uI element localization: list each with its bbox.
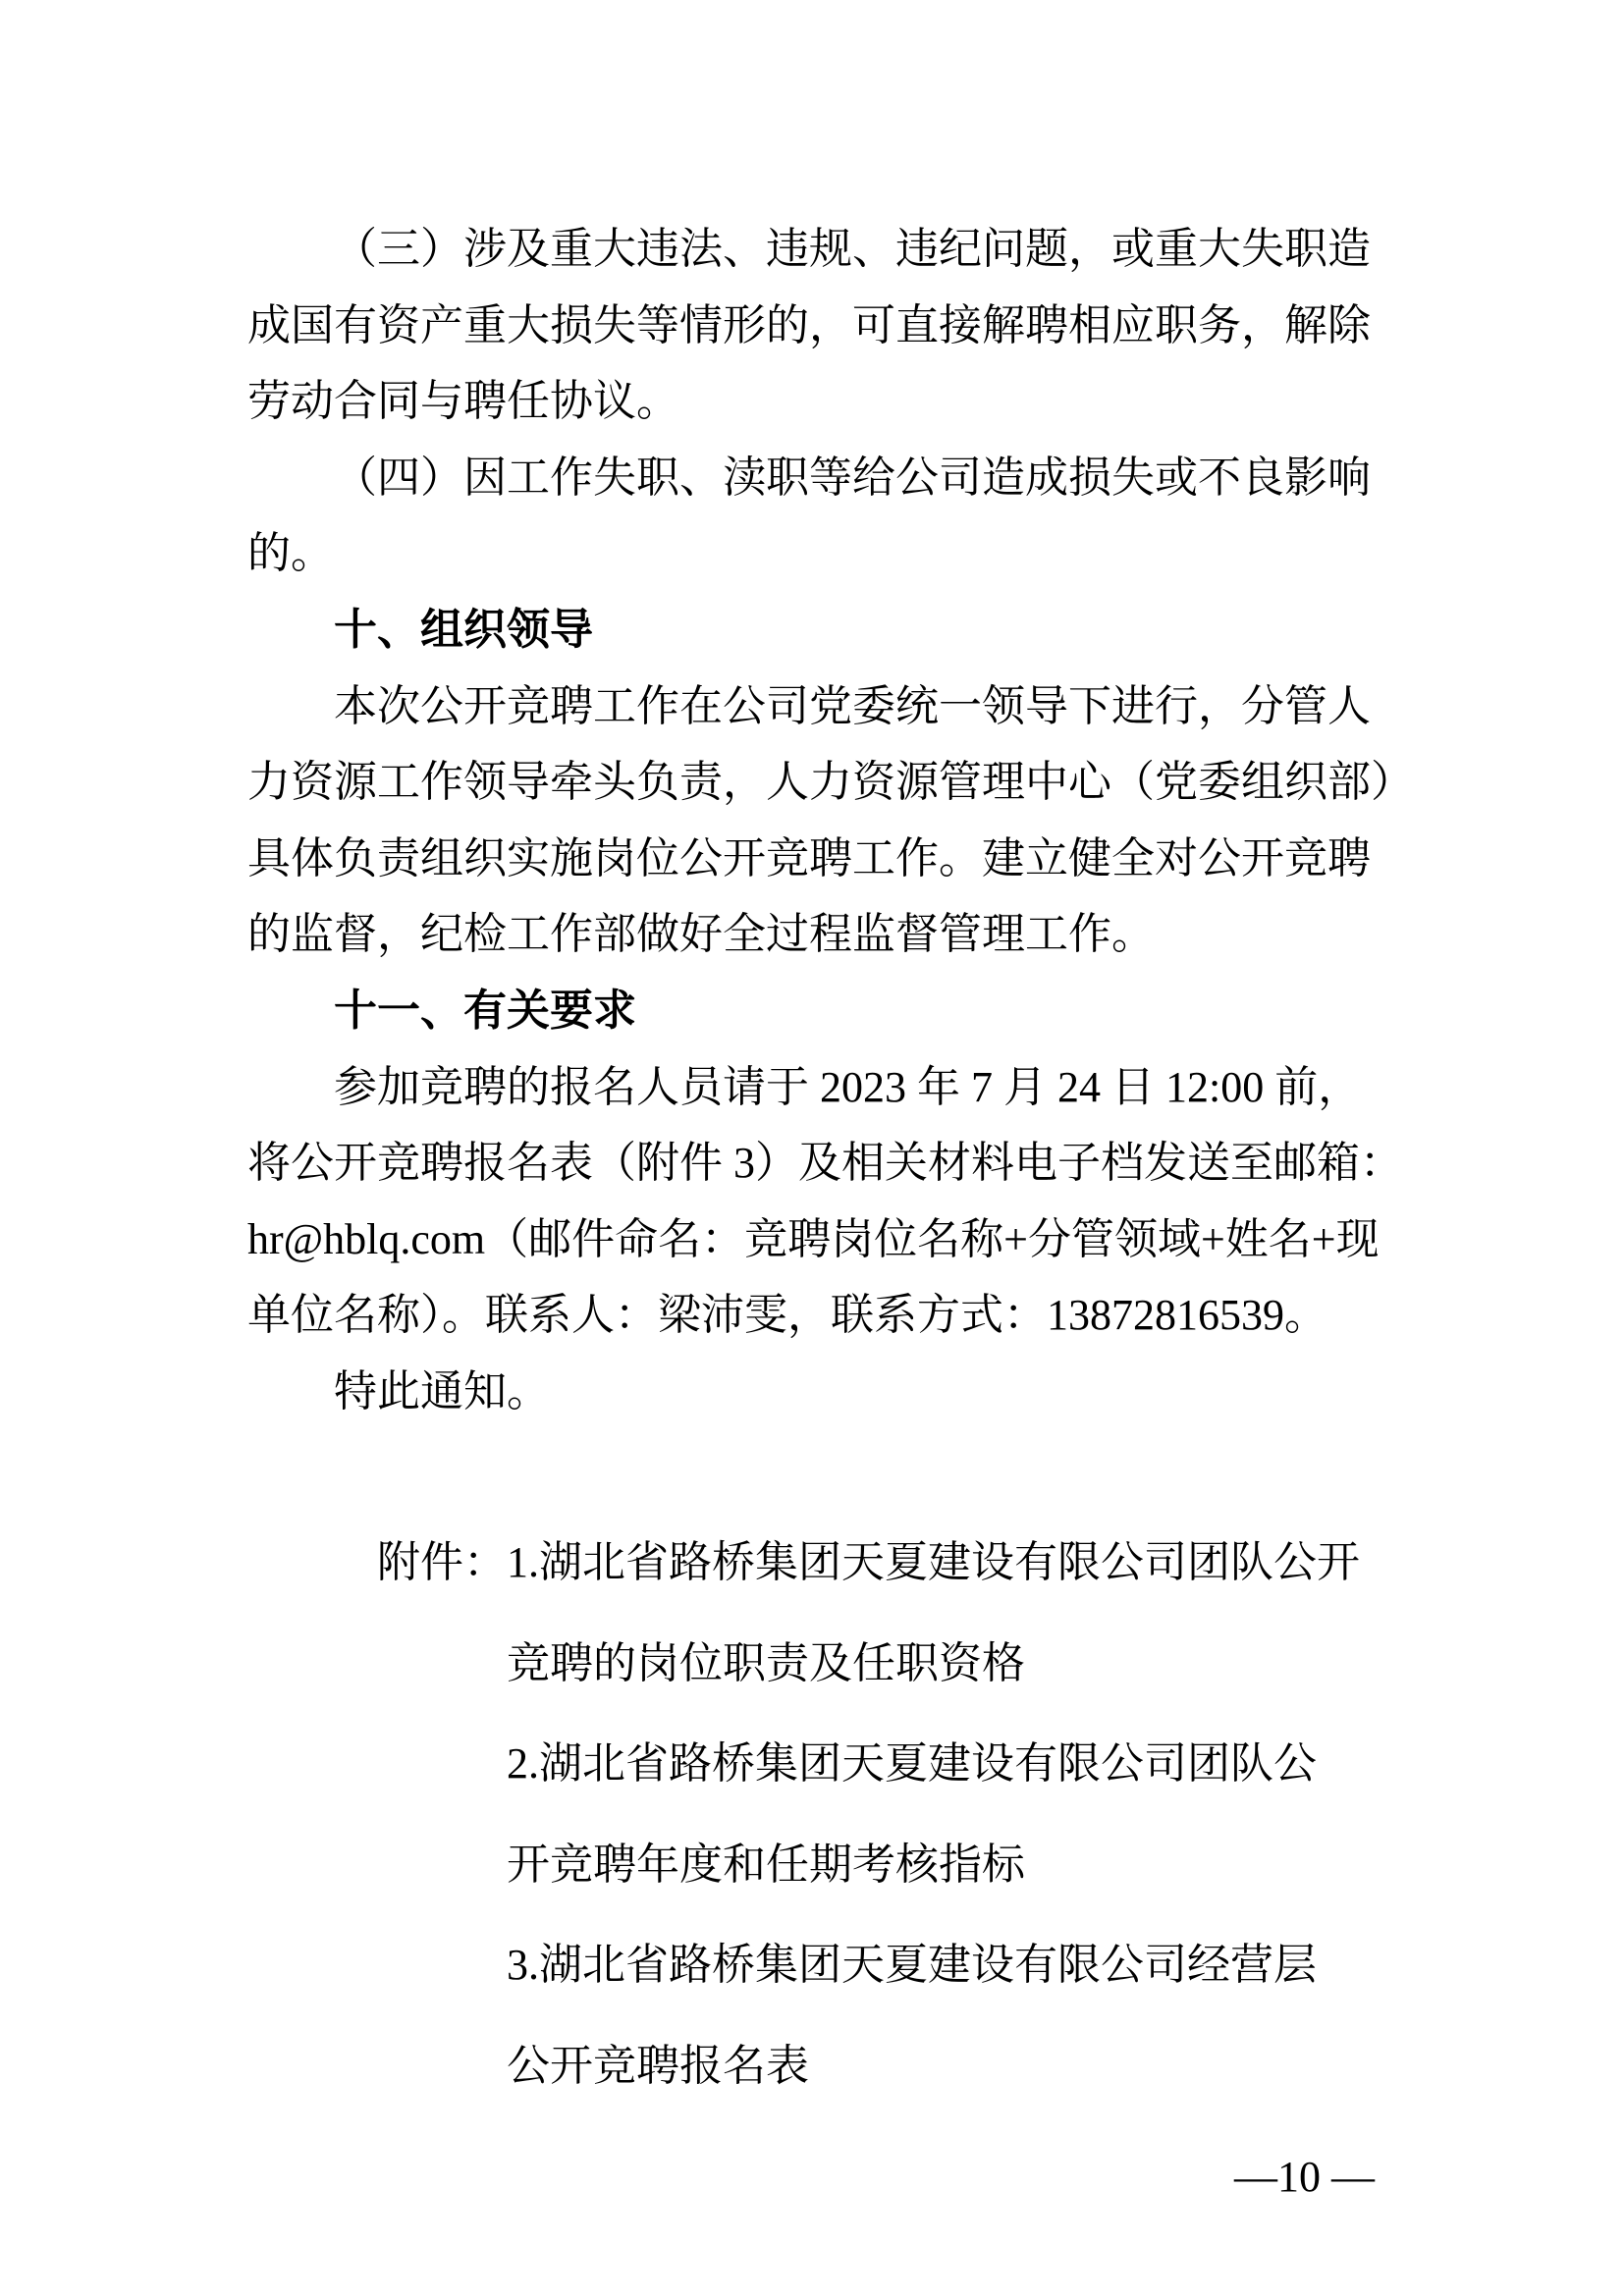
paragraph-line: 的。 xyxy=(247,529,334,578)
attachment-line: 公开竞聘报名表 xyxy=(507,2041,809,2090)
page-number: —10 — xyxy=(1234,2153,1375,2201)
paragraph-line: 成国有资产重大损失等情形的，可直接解聘相应职务，解除 xyxy=(247,300,1371,349)
paragraph-line: 力资源工作领导牵头负责，人力资源管理中心（党委组织部） xyxy=(247,758,1414,807)
paragraph-line: 本次公开竞聘工作在公司党委统一领导下进行，分管人 xyxy=(334,681,1371,730)
main-text-block xyxy=(247,211,1414,1430)
paragraph-line: 劳动合同与聘任协议。 xyxy=(247,377,679,426)
paragraph-line: 单位名称）。联系人：梁沛雯，联系方式：13872816539。 xyxy=(247,1291,1327,1340)
attachment-line: 竞聘的岗位职责及任职资格 xyxy=(507,1638,1025,1687)
paragraph-line: （三）涉及重大违法、违规、违纪问题，或重大失职造 xyxy=(334,225,1371,273)
paragraph-line: 具体负责组织实施岗位公开竞聘工作。建立健全对公开竞聘 xyxy=(247,833,1371,882)
paragraph-line: 的监督，纪检工作部做好全过程监督管理工作。 xyxy=(247,910,1155,959)
paragraph-line: 参加竞聘的报名人员请于 2023 年 7 月 24 日 12:00 前， xyxy=(334,1062,1362,1111)
paragraph-line: 特此通知。 xyxy=(334,1366,550,1415)
attachments-block xyxy=(247,1513,1475,2116)
attachment-line xyxy=(247,1513,1475,1614)
section-heading-requirements: 十一、有关要求 xyxy=(334,986,636,1035)
attachment-item-2: 2.湖北省路桥集团天夏建设有限公司团队公 xyxy=(507,1739,1317,1788)
paragraph-line: hr@hblq.com（邮件命名：竞聘岗位名称+分管领域+姓名+现 xyxy=(247,1214,1380,1263)
paragraph-line: （四）因工作失职、渎职等给公司造成损失或不良影响 xyxy=(334,453,1371,502)
paragraph-line: 将公开竞聘报名表（附件 3）及相关材料电子档发送至邮箱： xyxy=(247,1139,1403,1188)
attachments-label: 附件： xyxy=(377,1538,507,1586)
attachment-item-3: 3.湖北省路桥集团天夏建设有限公司经营层 xyxy=(507,1941,1317,1989)
attachment-item-1: 1.湖北省路桥集团天夏建设有限公司团队公开 xyxy=(507,1538,1360,1586)
attachment-line: 开竞聘年度和任期考核指标 xyxy=(507,1840,1025,1889)
section-heading-organization: 十、组织领导 xyxy=(334,605,593,654)
